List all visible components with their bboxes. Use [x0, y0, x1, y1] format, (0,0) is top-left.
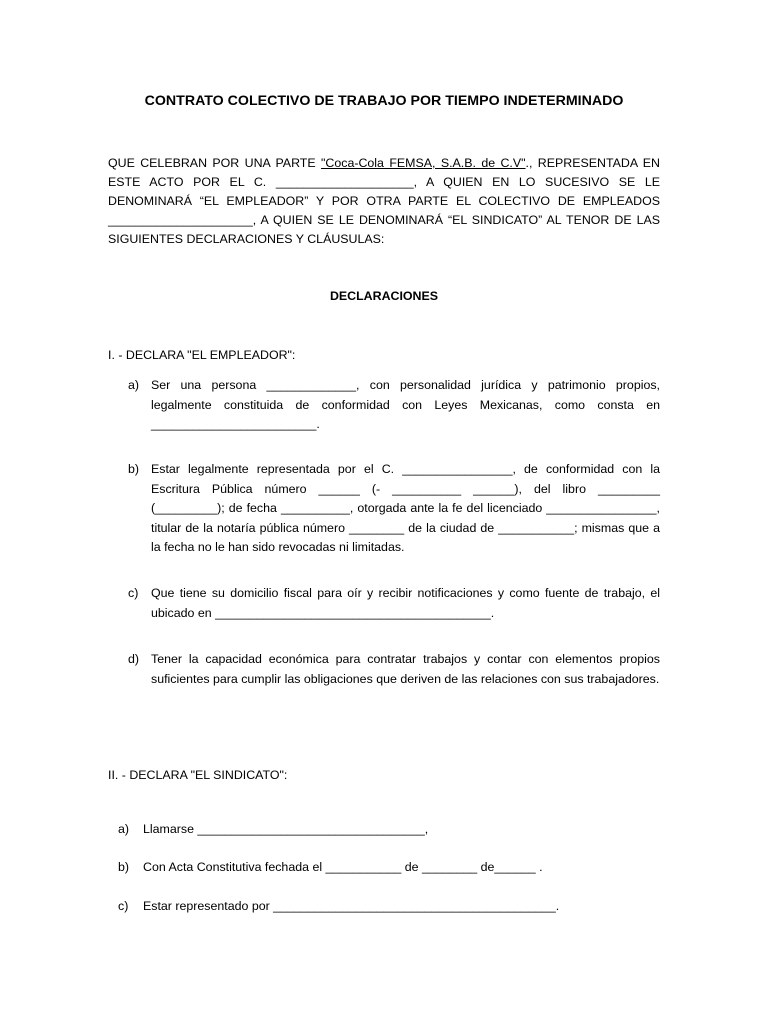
section-2-heading: II. - DECLARA "EL SINDICATO": — [108, 768, 288, 782]
item-label: c) — [128, 586, 139, 600]
item-text: Estar representado por _________________________________________. — [143, 899, 560, 913]
company-name: "Coca-Cola FEMSA, S.A.B. de C.V" — [321, 156, 526, 170]
section-2-item-a — [118, 822, 660, 836]
item-label: b) — [128, 462, 140, 476]
section-2-item-c — [118, 899, 660, 913]
item-label: d) — [128, 652, 140, 666]
item-label: b) — [118, 860, 130, 874]
section-2-item-b — [118, 860, 660, 874]
section-1-item-c — [128, 584, 660, 623]
document-title: CONTRATO COLECTIVO DE TRABAJO POR TIEMPO INDETERMINADO — [144, 93, 624, 109]
intro-text-part2: ., REPRESENTADA EN ESTE ACTO POR EL C. ____________________, A QUIEN EN LO SUCESIVO SE LE DENOMINARÁ “EL EMPLEADOR” Y POR OTRA PARTE EL COLECTIVO DE EMPLEADOS _____________________, A QUIEN SE LE DENOMINARÁ “EL SINDICATO” AL TENOR DE LAS SIGUIENTES DECLARACIONES Y CLÁUSULAS: — [108, 156, 660, 246]
item-text: Estar legalmente representada por el C. ________________, de conformidad con la Escritura Pública número ______ (- __________ ______), del libro _________ (_________); de fecha __________, otorgada ante la fe del licenciado ________________, titular de la notaría pública número ________ de la ciudad de ___________; mismas que a la fecha no le han sido revocadas ni limitadas. — [151, 462, 660, 554]
declaraciones-heading: DECLARACIONES — [329, 289, 439, 303]
section-1-item-b — [128, 460, 660, 558]
section-1-item-d — [128, 650, 660, 689]
item-text: Que tiene su domicilio fiscal para oír y recibir notificaciones y como fuente de trabajo, el ubicado en ________________________________________. — [151, 586, 660, 620]
section-1-item-a — [128, 376, 660, 435]
item-label: a) — [128, 378, 140, 392]
section-1-heading: I. - DECLARA "EL EMPLEADOR": — [108, 348, 296, 362]
item-text: Con Acta Constitutiva fechada el ___________ de ________ de______ . — [143, 860, 543, 874]
item-text: Ser una persona _____________, con personalidad jurídica y patrimonio propios, legalmente constituida de conformidad con Leyes Mexicanas, como consta en ________________________. — [151, 378, 660, 431]
item-label: c) — [118, 899, 129, 913]
intro-paragraph — [108, 154, 660, 249]
intro-text-part1: QUE CELEBRAN POR UNA PARTE — [108, 156, 322, 170]
item-text: Llamarse _________________________________, — [143, 822, 429, 836]
item-text: Tener la capacidad económica para contratar trabajos y contar con elementos propios suficientes para cumplir las obligaciones que deriven de las relaciones con sus trabajadores. — [151, 652, 660, 686]
item-label: a) — [118, 822, 130, 836]
